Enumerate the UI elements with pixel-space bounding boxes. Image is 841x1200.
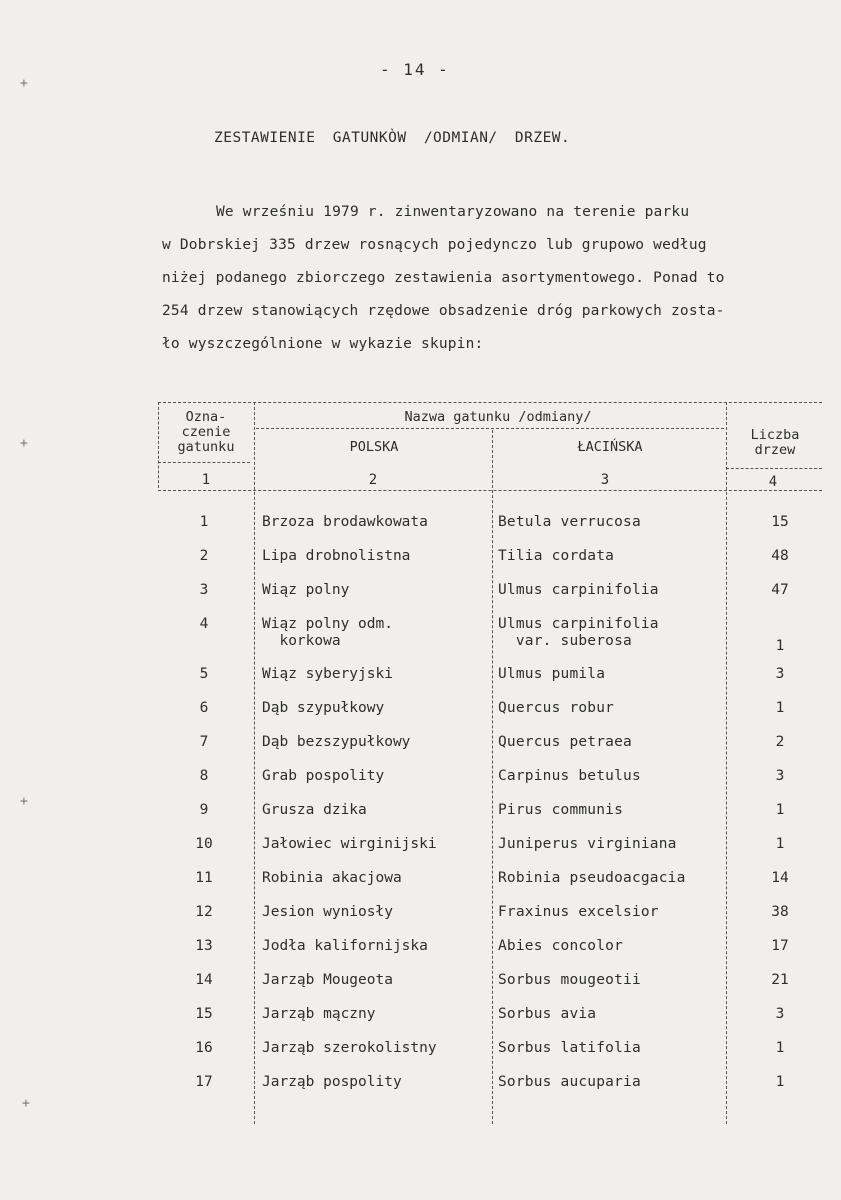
species-number: 3 <box>199 582 209 598</box>
polish-name: Dąb bezszypułkowy <box>262 734 411 750</box>
intro-line: w Dobrskiej 335 drzew rosnących pojedynczo lub grupowo według <box>162 237 707 253</box>
latin-name: Ulmus pumila <box>498 666 606 682</box>
species-number: 12 <box>195 904 213 920</box>
latin-name: Ulmus carpinifolia var. suberosa <box>498 616 659 649</box>
polish-name: Jarząb mączny <box>262 1006 376 1022</box>
species-number: 4 <box>199 616 209 632</box>
punch-hole-mark: + <box>22 1096 30 1111</box>
header-designation <box>158 410 254 455</box>
tree-count: 3 <box>775 1006 785 1022</box>
latin-name: Sorbus aucuparia <box>498 1074 641 1090</box>
tree-count: 21 <box>771 972 789 988</box>
table-rule-header-bottom <box>158 490 822 491</box>
tree-count: 2 <box>775 734 785 750</box>
latin-name: Sorbus latifolia <box>498 1040 641 1056</box>
punch-hole-mark: + <box>20 436 28 451</box>
species-number: 7 <box>199 734 209 750</box>
latin-name: Carpinus betulus <box>498 768 641 784</box>
header-count <box>728 428 822 458</box>
tree-count: 1 <box>775 638 785 654</box>
polish-name: Wiąz polny odm. korkowa <box>262 616 393 649</box>
species-number: 8 <box>199 768 209 784</box>
tree-count: 1 <box>775 700 785 716</box>
latin-name: Sorbus avia <box>498 1006 597 1022</box>
species-number: 16 <box>195 1040 213 1056</box>
polish-name: Wiąz polny <box>262 582 350 598</box>
latin-name: Robinia pseudoacgacia <box>498 870 686 886</box>
polish-name: Jesion wyniosły <box>262 904 393 920</box>
polish-name: Brzoza brodawkowata <box>262 514 428 530</box>
column-number: 3 <box>600 472 610 488</box>
table-rule-v1 <box>254 402 255 1124</box>
species-number: 13 <box>195 938 213 954</box>
punch-hole-mark: + <box>20 76 28 91</box>
polish-name: Jarząb pospolity <box>262 1074 402 1090</box>
tree-count: 3 <box>775 666 785 682</box>
intro-line: We wrześniu 1979 r. zinwentaryzowano na terenie parku <box>216 204 690 220</box>
intro-line: 254 drzew stanowiących rzędowe obsadzenie dróg parkowych zosta- <box>162 303 725 319</box>
species-number: 2 <box>199 548 209 564</box>
species-number: 1 <box>199 514 209 530</box>
section-heading: ZESTAWIENIE GATUNKÒW /ODMIAN/ DRZEW. <box>214 130 571 146</box>
tree-count: 3 <box>775 768 785 784</box>
tree-count: 38 <box>771 904 789 920</box>
tree-count: 1 <box>775 802 785 818</box>
tree-count: 17 <box>771 938 789 954</box>
tree-count: 1 <box>775 836 785 852</box>
latin-name: Pirus communis <box>498 802 624 818</box>
tree-count: 15 <box>771 514 789 530</box>
table-rule-top <box>158 402 822 403</box>
species-number: 10 <box>195 836 213 852</box>
tree-count: 1 <box>775 1074 785 1090</box>
latin-name: Sorbus mougeotii <box>498 972 641 988</box>
polish-name: Jarząb Mougeota <box>262 972 393 988</box>
species-number: 14 <box>195 972 213 988</box>
header-line: czenie <box>181 424 231 440</box>
table-rule-group <box>256 428 724 429</box>
latin-name: Betula verrucosa <box>498 514 641 530</box>
polish-name: Lipa drobnolistna <box>262 548 411 564</box>
intro-paragraph <box>162 196 802 361</box>
species-number: 6 <box>199 700 209 716</box>
header-line: Ozna- <box>185 409 227 425</box>
latin-name: Abies concolor <box>498 938 624 954</box>
polish-name: Robinia akacjowa <box>262 870 402 886</box>
polish-name: Wiąz syberyjski <box>262 666 393 682</box>
tree-count: 14 <box>771 870 789 886</box>
tree-count: 1 <box>775 1040 785 1056</box>
polish-name: Jarząb szerokolistny <box>262 1040 437 1056</box>
table-rule-count <box>726 468 822 469</box>
latin-name: Juniperus virginiana <box>498 836 677 852</box>
species-number: 9 <box>199 802 209 818</box>
column-number: 4 <box>768 474 778 490</box>
page-number: - 14 - <box>380 60 450 79</box>
column-number: 2 <box>368 472 378 488</box>
intro-line: niżej podanego zbiorczego zestawienia asortymentowego. Ponad to <box>162 270 725 286</box>
latin-name: Fraxinus excelsior <box>498 904 659 920</box>
latin-name: Quercus petraea <box>498 734 632 750</box>
polish-name: Jałowiec wirginijski <box>262 836 437 852</box>
punch-hole-mark: + <box>20 794 28 809</box>
table-rule-v2 <box>492 430 493 1124</box>
header-species-name: Nazwa gatunku /odmiany/ <box>404 409 592 425</box>
latin-name: Quercus robur <box>498 700 615 716</box>
tree-count: 47 <box>771 582 789 598</box>
header-line: Liczba <box>750 427 800 443</box>
header-line: drzew <box>754 442 796 458</box>
latin-name: Tilia cordata <box>498 548 615 564</box>
species-table <box>158 402 822 1124</box>
polish-name: Grusza dzika <box>262 802 367 818</box>
header-line: gatunku <box>177 439 235 455</box>
polish-name: Dąb szypułkowy <box>262 700 385 716</box>
polish-name: Jodła kalifornijska <box>262 938 428 954</box>
latin-name: Ulmus carpinifolia <box>498 582 659 598</box>
species-number: 15 <box>195 1006 213 1022</box>
intro-line: ło wyszczególnione w wykazie skupin: <box>162 336 484 352</box>
column-number: 1 <box>201 472 211 488</box>
table-rule-col1 <box>158 462 250 463</box>
polish-name: Grab pospolity <box>262 768 385 784</box>
species-number: 17 <box>195 1074 213 1090</box>
species-number: 11 <box>195 870 213 886</box>
tree-count: 48 <box>771 548 789 564</box>
header-polish: POLSKA <box>349 439 399 455</box>
species-number: 5 <box>199 666 209 682</box>
header-latin: ŁACIŃSKA <box>577 439 643 455</box>
